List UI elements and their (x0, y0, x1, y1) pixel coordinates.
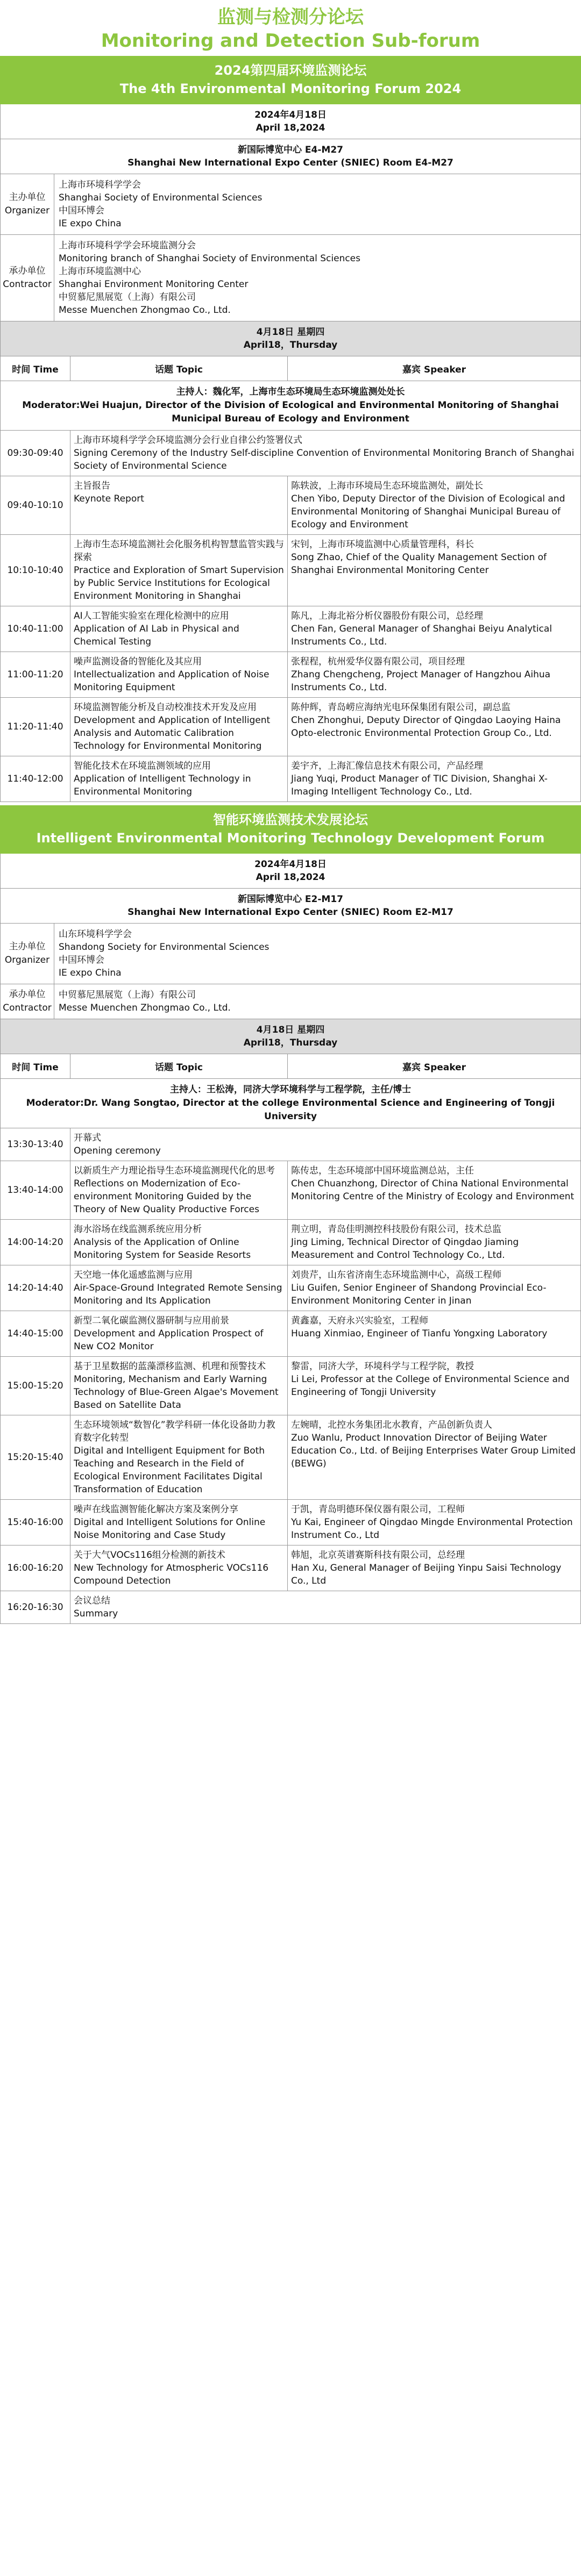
session-topic-line: 智能化技术在环境监测领域的应用 (74, 761, 211, 771)
forum-venue-zh: 新国际博览中心 E4-M27 (238, 145, 343, 155)
session-speaker (288, 698, 580, 756)
session-row (1, 606, 580, 652)
session-speaker-line: Chen Fan, General Manager of Shanghai Beiyu Analytical Instruments Co., Ltd. (291, 624, 552, 647)
forum-date (1, 854, 580, 889)
session-time: 14:20-14:40 (1, 1265, 70, 1311)
session-topic-line: 新型二氧化碳监测仪器研制与应用前景 (74, 1315, 229, 1326)
session-time: 15:40-16:00 (1, 1500, 70, 1545)
session-speaker (288, 606, 580, 652)
session-topic (70, 535, 288, 606)
session-row (1, 1265, 580, 1311)
forum-banner (0, 56, 581, 104)
session-row (1, 1161, 580, 1220)
session-speaker (288, 1415, 580, 1499)
session-speaker-line: Zhang Chengcheng, Project Manager of Hangzhou Aihua Instruments Co., Ltd. (291, 669, 551, 693)
session-topic-line: Development and Application of Intelligent Analysis and Automatic Calibration Technology for Environmental Monitoring (74, 715, 271, 752)
session-speaker (288, 1220, 580, 1265)
session-time: 14:00-14:20 (1, 1220, 70, 1265)
column-header-speaker: 嘉宾 Speaker (402, 1062, 466, 1073)
column-header-topic: 话题 Topic (70, 356, 288, 381)
session-topic (70, 1545, 288, 1591)
session-speaker-line: 左婉晴，北控水务集团北水教育，产品创新负责人 (291, 1420, 492, 1430)
organizer-label-zh: 主办单位 (9, 941, 46, 952)
forum-date-en: April 18,2024 (256, 872, 325, 883)
session-speaker-line: Song Zhao, Chief of the Quality Management Section of Shanghai Environmental Monitoring Center (291, 552, 547, 576)
session-time: 16:20-16:30 (1, 1591, 70, 1623)
session-time: 11:20-11:40 (1, 698, 70, 756)
session-topic-line: 噪声在线监测智能化解决方案及案例分享 (74, 1504, 238, 1515)
column-header-time: 时间 Time (1, 356, 70, 381)
session-topic-line: Monitoring, Mechanism and Early Warning Technology of Blue-Green Algae's Movement Based on Satellite Data (74, 1374, 279, 1411)
session-speaker-line: Yu Kai, Engineer of Qingdao Mingde Environmental Protection Instrument Co., Ltd (291, 1517, 573, 1541)
session-speaker-line: 张程程，杭州爱华仪器有限公司，项目经理 (291, 656, 465, 667)
session-speaker (288, 756, 580, 802)
session-time: 10:10-10:40 (1, 535, 70, 606)
session-topic-line: 噪声监测设备的智能化及其应用 (74, 656, 202, 667)
forum-venue-en: Shanghai New International Expo Center (SNIEC) Room E2-M17 (127, 907, 454, 918)
session-time: 14:40-15:00 (1, 1311, 70, 1356)
contractor-line: Monitoring branch of Shanghai Society of Environmental Sciences (59, 253, 360, 264)
session-speaker-line: 姜宇齐，上海汇像信息技术有限公司，产品经理 (291, 761, 483, 771)
forum-banner-zh: 智能环境监测技术发展论坛 (213, 812, 368, 827)
session-topic-line: Signing Ceremony of the Industry Self-discipline Convention of Environmental Monitoring Branch of Shanghai Society of Environmental Science (74, 448, 575, 471)
session-topic-line: 海水浴场在线监测系统应用分析 (74, 1224, 202, 1235)
session-speaker-line: Chen Chuanzhong, Director of China National Environmental Monitoring Centre of the Ministry of Ecology and Environment (291, 1178, 575, 1202)
session-row (1, 535, 580, 606)
organizer-content (54, 174, 580, 234)
session-topic-line: Intellectualization and Application of Noise Monitoring Equipment (74, 669, 270, 693)
session-row (1, 1591, 580, 1624)
moderator (1, 1079, 580, 1128)
session-speaker (288, 476, 580, 534)
session-row (1, 1357, 580, 1415)
session-time: 15:00-15:20 (1, 1357, 70, 1415)
session-topic-line: Opening ceremony (74, 1146, 161, 1156)
session-speaker-line: 荆立明，青岛佳明测控科技股份有限公司，技术总监 (291, 1224, 501, 1235)
session-speaker-line: Chen Zhonghui, Deputy Director of Qingdao Laoying Haina Opto-electronic Environmental Protection Group Co., Ltd. (291, 715, 561, 739)
organizer-label (1, 924, 54, 984)
organizer-label (1, 174, 54, 234)
session-speaker-line: Chen Yibo, Deputy Director of the Division of Ecological and Environmental Monitoring of Shanghai Municipal Bureau of Ecology and Environment (291, 493, 565, 530)
session-topic (70, 431, 580, 476)
organizer-line: 中国环博会 (59, 955, 104, 965)
forum-table (0, 854, 581, 1624)
session-speaker-line: 刘贵芹，山东省济南生态环境监测中心，高级工程师 (291, 1270, 501, 1280)
column-header-topic: 话题 Topic (70, 1054, 288, 1078)
day-en: April18，Thursday (243, 1037, 338, 1048)
contractor-line: 上海市环境监测中心 (59, 266, 141, 277)
session-time: 11:40-12:00 (1, 756, 70, 802)
session-row (1, 1128, 580, 1161)
forum-banner-en: The 4th Environmental Monitoring Forum 2024 (119, 81, 462, 96)
contractor-line: 中贸慕尼黑展览（上海）有限公司 (59, 292, 196, 303)
column-header-speaker: 嘉宾 Speaker (402, 364, 466, 375)
session-time: 09:30-09:40 (1, 431, 70, 476)
session-speaker (288, 1161, 580, 1219)
session-row (1, 698, 580, 756)
session-speaker-line: 宋钊，上海市环境监测中心质量管理科，科长 (291, 539, 474, 550)
session-row (1, 1415, 580, 1500)
contractor-content (54, 235, 580, 321)
session-speaker (288, 535, 580, 606)
session-speaker-line: Han Xu, General Manager of Beijing Yinpu Saisi Technology Co., Ltd (291, 1563, 562, 1586)
session-topic (70, 1265, 288, 1311)
session-time: 13:40-14:00 (1, 1161, 70, 1219)
session-speaker-line: 于凯，青岛明德环保仪器有限公司，工程师 (291, 1504, 465, 1515)
session-topic-line: Development and Application Prospect of New CO2 Monitor (74, 1328, 264, 1352)
session-speaker (288, 1265, 580, 1311)
organizer-row (1, 924, 580, 984)
page-title (0, 0, 581, 56)
day-en: April18，Thursday (243, 340, 338, 350)
session-topic (70, 476, 288, 534)
contractor-line: Shanghai Environment Monitoring Center (59, 279, 249, 290)
session-topic-line: Keynote Report (74, 493, 144, 504)
session-row (1, 476, 580, 535)
session-topic (70, 1128, 580, 1161)
session-speaker (288, 1311, 580, 1356)
contractor-line: Messe Muenchen Zhongmao Co., Ltd. (59, 1003, 231, 1013)
forum-banner-zh: 2024第四届环境监测论坛 (214, 63, 367, 78)
column-header-row (1, 1054, 580, 1079)
forums-container (0, 56, 581, 1624)
session-row (1, 756, 580, 802)
session-topic-line: 天空地一体化遥感监测与应用 (74, 1270, 193, 1280)
session-speaker (288, 1545, 580, 1591)
session-topic-line: 环境监测智能分析及自动校准技术开发及应用 (74, 702, 257, 713)
organizer-line: Shandong Society for Environmental Sciences (59, 942, 270, 953)
session-topic-line: Analysis of the Application of Online Monitoring System for Seaside Resorts (74, 1237, 251, 1261)
session-speaker-line: 黎雷，同济大学，环境科学与工程学院，教授 (291, 1361, 474, 1372)
session-topic (70, 1311, 288, 1356)
organizer-line: Shanghai Society of Environmental Sciences (59, 192, 263, 203)
page-title-zh: 监测与检测分论坛 (217, 6, 364, 28)
contractor-label-en: Contractor (3, 1003, 52, 1013)
session-topic (70, 652, 288, 697)
forum-table (0, 104, 581, 802)
session-topic-line: Air-Space-Ground Integrated Remote Sensing Monitoring and Its Application (74, 1283, 282, 1306)
session-time: 16:00-16:20 (1, 1545, 70, 1591)
session-speaker-line: Jiang Yuqi, Product Manager of TIC Division, Shanghai X-Imaging Intelligent Technology Co., Ltd. (291, 774, 548, 797)
organizer-row (1, 174, 580, 235)
session-topic-line: AI人工智能实验室在理化检测中的应用 (74, 611, 229, 621)
organizer-label-en: Organizer (4, 955, 50, 965)
forum-venue (1, 889, 580, 924)
session-speaker-line: 陈凡，上海北裕分析仪器股份有限公司，总经理 (291, 611, 483, 621)
session-time: 10:40-11:00 (1, 606, 70, 652)
session-speaker (288, 652, 580, 697)
session-speaker-line: Liu Guifen, Senior Engineer of Shandong Provincial Eco-Environment Monitoring Center in Jinan (291, 1283, 547, 1306)
organizer-content (54, 924, 580, 984)
contractor-label-en: Contractor (3, 279, 52, 290)
session-topic-line: 基于卫星数据的蓝藻漂移监测、机理和预警技术 (74, 1361, 266, 1372)
session-row (1, 652, 580, 698)
session-topic-line: 关于大气VOCs116组分检测的新技术 (74, 1550, 225, 1561)
session-topic-line: Reflections on Modernization of Eco-environment Monitoring Guided by the Theory of New Quality Productive Forces (74, 1178, 259, 1215)
day-zh: 4月18日 星期四 (256, 1025, 325, 1035)
session-topic (70, 1357, 288, 1415)
session-topic-line: 开幕式 (74, 1133, 101, 1143)
moderator-en: Moderator:Wei Huajun, Director of the Division of Ecological and Environmental Monitoring of Shanghai Municipal Bureau of Ecology and Environment (22, 400, 559, 424)
forum-venue-en: Shanghai New International Expo Center (SNIEC) Room E4-M27 (127, 158, 454, 168)
session-topic (70, 698, 288, 756)
forum-date-zh: 2024年4月18日 (254, 859, 327, 870)
organizer-line: IE expo China (59, 968, 122, 978)
session-speaker-line: 陈轶波，上海市环境局生态环境监测处，副处长 (291, 481, 483, 491)
session-topic (70, 1220, 288, 1265)
session-topic-line: Summary (74, 1608, 118, 1619)
session-topic-line: 主旨报告 (74, 481, 110, 491)
organizer-line: 山东环境科学学会 (59, 929, 132, 940)
session-topic (70, 1161, 288, 1219)
contractor-content (54, 984, 580, 1019)
session-topic-line: 以新质生产力理论指导生态环境监测现代化的思考 (74, 1165, 275, 1176)
forum-venue (1, 139, 580, 174)
contractor-label-zh: 承办单位 (9, 989, 46, 1000)
session-topic (70, 1415, 288, 1499)
forum-date (1, 104, 580, 139)
session-speaker-line: 陈仲辉，青岛崂应海纳光电环保集团有限公司，副总监 (291, 702, 511, 713)
session-time: 13:30-13:40 (1, 1128, 70, 1161)
session-speaker-line: Zuo Wanlu, Product Innovation Director of Beijing Water Education Co., Ltd. of Beijing Enterprises Water Group Limited (BEWG) (291, 1433, 576, 1469)
session-speaker-line: 黄鑫嘉，天府永兴实验室，工程师 (291, 1315, 428, 1326)
contractor-label (1, 984, 54, 1019)
day-zh: 4月18日 星期四 (256, 327, 325, 338)
session-speaker-line: Huang Xinmiao, Engineer of Tianfu Yongxing Laboratory (291, 1328, 548, 1339)
session-topic (70, 756, 288, 802)
session-speaker (288, 1500, 580, 1545)
session-topic-line: Application of AI Lab in Physical and Chemical Testing (74, 624, 239, 647)
session-topic (70, 1500, 288, 1545)
organizer-line: IE expo China (59, 218, 122, 229)
forum-banner (0, 805, 581, 854)
column-header-time: 时间 Time (1, 1054, 70, 1078)
session-row (1, 1545, 580, 1591)
session-speaker (288, 1357, 580, 1415)
session-time: 11:00-11:20 (1, 652, 70, 697)
forum-banner-en: Intelligent Environmental Monitoring Technology Development Forum (36, 831, 545, 846)
session-topic (70, 606, 288, 652)
session-topic-line: 上海市生态环境监测社会化服务机构智慧监管实践与探索 (74, 539, 284, 563)
session-time: 09:40-10:10 (1, 476, 70, 534)
session-topic-line: 会议总结 (74, 1595, 110, 1606)
session-topic-line: Digital and Intelligent Solutions for Online Noise Monitoring and Case Study (74, 1517, 266, 1541)
session-topic-line: Practice and Exploration of Smart Supervision by Public Service Institutions for Ecological Environment Monitoring in Shanghai (74, 565, 284, 602)
organizer-label-en: Organizer (4, 205, 50, 216)
session-time: 15:20-15:40 (1, 1415, 70, 1499)
session-speaker-line: 陈传忠，生态环境部中国环境监测总站，主任 (291, 1165, 474, 1176)
contractor-line: 上海市环境科学学会环境监测分会 (59, 240, 196, 251)
contractor-line: 中贸慕尼黑展览（上海）有限公司 (59, 990, 196, 1000)
organizer-label-zh: 主办单位 (9, 192, 46, 203)
moderator-zh: 主持人：王松涛，同济大学环境科学与工程学院，主任/博士 (169, 1084, 412, 1095)
session-topic-line: 生态环境领域“数智化”教学科研一体化设备助力教育数字化转型 (74, 1420, 275, 1443)
session-row (1, 1500, 580, 1545)
day-header (1, 1019, 580, 1054)
session-row (1, 1311, 580, 1357)
contractor-row (1, 984, 580, 1019)
organizer-line: 中国环博会 (59, 205, 104, 216)
session-topic-line: New Technology for Atmospheric VOCs116 Compound Detection (74, 1563, 269, 1586)
session-topic (70, 1591, 580, 1623)
forum-date-en: April 18,2024 (256, 123, 325, 133)
forum-date-zh: 2024年4月18日 (254, 110, 327, 120)
session-topic-line: Application of Intelligent Technology in Environmental Monitoring (74, 774, 251, 797)
session-speaker-line: Jing Liming, Technical Director of Qingdao Jiaming Measurement and Control Technology Co., Ltd. (291, 1237, 519, 1261)
session-row (1, 1220, 580, 1265)
page-title-en: Monitoring and Detection Sub-forum (101, 30, 480, 52)
contractor-row (1, 235, 580, 321)
day-header (1, 321, 580, 356)
contractor-label (1, 235, 54, 321)
contractor-line: Messe Muenchen Zhongmao Co., Ltd. (59, 305, 231, 316)
session-speaker-line: Li Lei, Professor at the College of Environmental Science and Engineering of Tongji University (291, 1374, 570, 1398)
session-row (1, 431, 580, 476)
forum-venue-zh: 新国际博览中心 E2-M17 (238, 894, 343, 905)
contractor-label-zh: 承办单位 (9, 266, 46, 276)
column-header-row (1, 356, 580, 381)
moderator-zh: 主持人：魏化军，上海市生态环境局生态环境监测处处长 (176, 387, 405, 397)
moderator-en: Moderator:Dr. Wang Songtao, Director at the college Environmental Science and Engineering of Tongji University (26, 1098, 555, 1122)
session-topic-line: 上海市环境科学学会环境监测分会行业自律公约签署仪式 (74, 435, 302, 446)
session-topic-line: Digital and Intelligent Equipment for Both Teaching and Research in the Field of Ecological Environment Facilitates Digital Transformation of Education (74, 1446, 265, 1495)
moderator (1, 381, 580, 431)
organizer-line: 上海市环境科学学会 (59, 180, 141, 190)
session-speaker-line: 韩旭，北京英谱赛斯科技有限公司，总经理 (291, 1550, 465, 1561)
